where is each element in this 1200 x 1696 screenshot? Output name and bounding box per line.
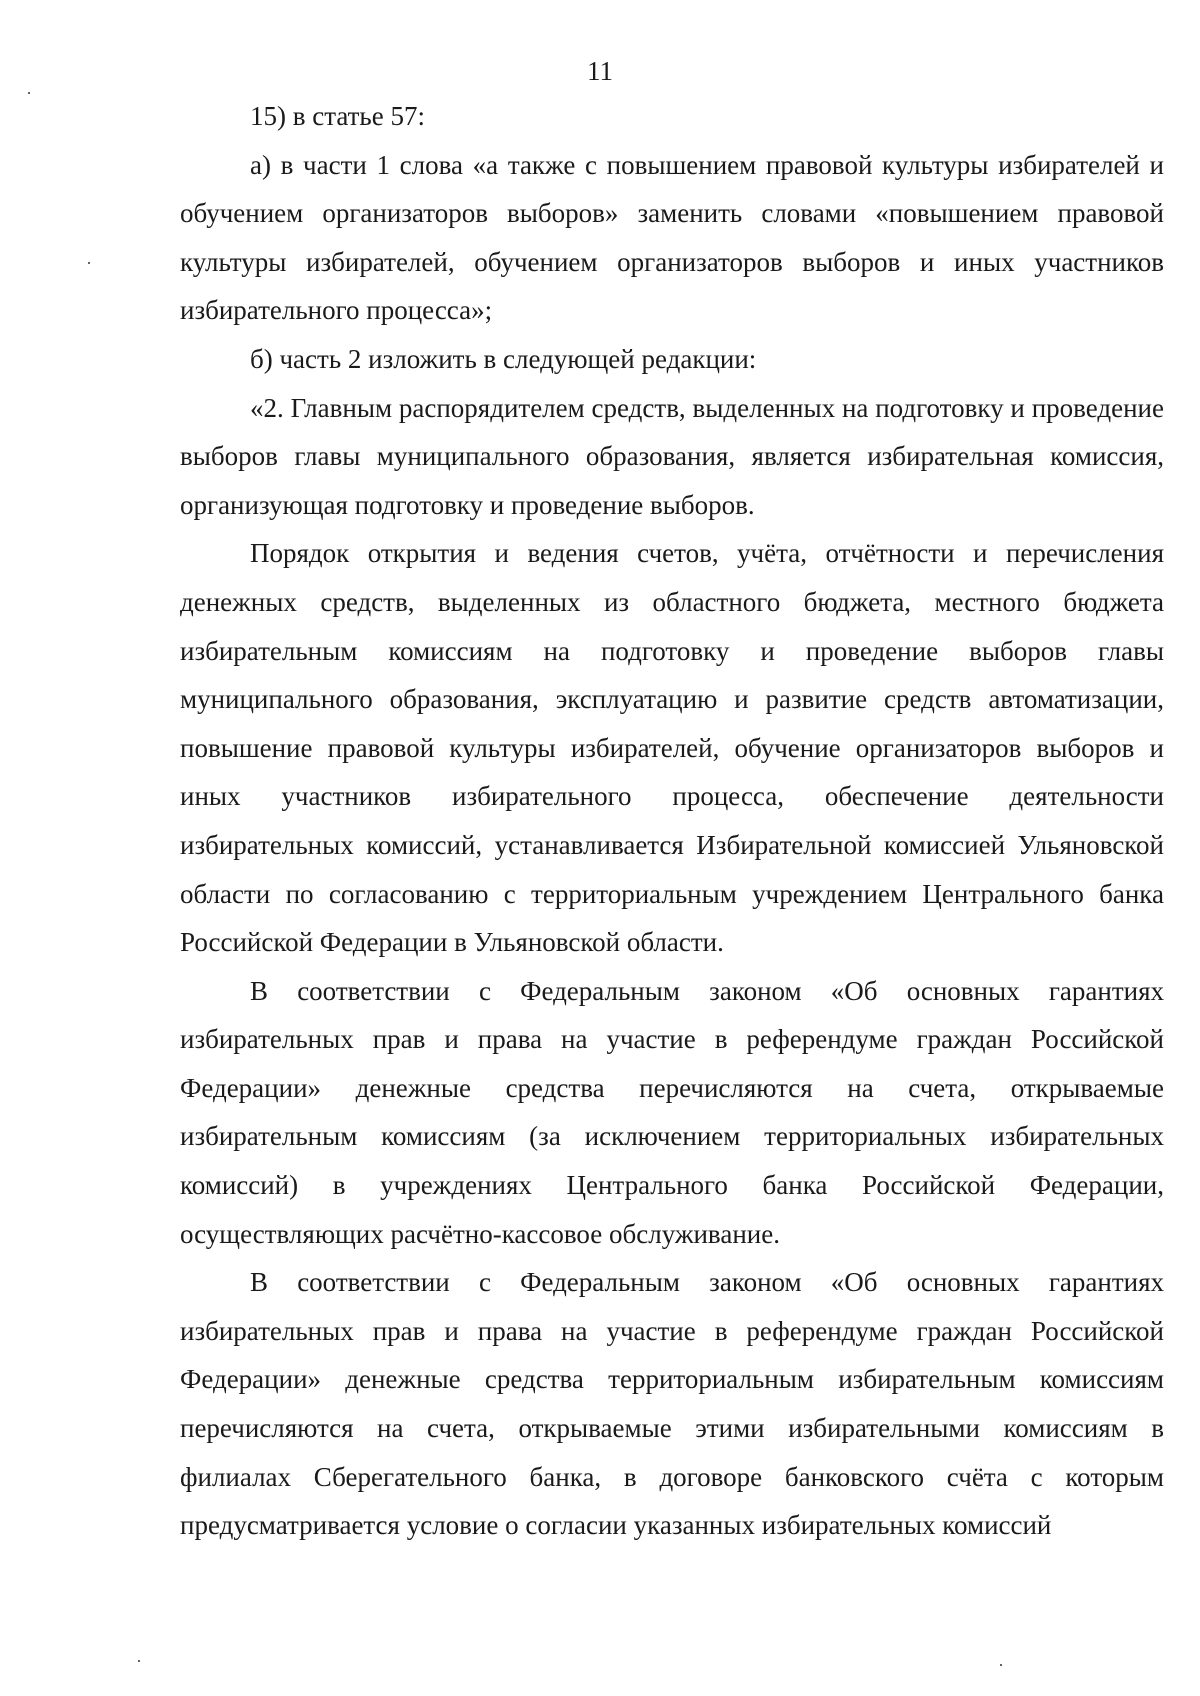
paragraph-central-bank-accounts: В соответствии с Федеральным законом «Об основных гарантиях избирательных прав и права на участие в референдуме граждан Российской Федерации» денежные средства перечисляются на счета, открываемые избирательным комиссиям (за исключением территориальных избирательных комиссий) в учреждениях Центрального банка Российской Федерации, осуществляющих расчётно-кассовое обслуживание. bbox=[180, 975, 1164, 1249]
paragraph-subitem-b: б) часть 2 изложить в следующей редакции: bbox=[250, 343, 757, 374]
paragraph-item-15: 15) в статье 57: bbox=[250, 101, 425, 131]
paragraph-subitem-a: а) в части 1 слова «а также с повышением правовой культуры избирателей и обучением организаторов выборов» заменить словами «повышением правовой культуры избирателей, обучением организаторов выборов и иных участников избирательного процесса»; bbox=[180, 149, 1164, 326]
scan-speck bbox=[138, 1660, 140, 1662]
scan-speck bbox=[88, 262, 90, 264]
page-number: 11 bbox=[587, 56, 613, 86]
paragraph-quoted-part-2: «2. Главным распорядителем средств, выделенных на подготовку и проведение выборов главы муниципального образования, является избирательная комиссия, организующая подготовку и проведение выборов. bbox=[180, 392, 1164, 520]
paragraph-sberbank-accounts: В соответствии с Федеральным законом «Об основных гарантиях избирательных прав и права на участие в референдуме граждан Российской Федерации» денежные средства территориальным избирательным комиссиям перечисляются на счета, открываемые этими избирательными комиссиям в филиалах Сберегательного банка, в договоре банковского счёта с которым предусматривается условие о согласии указанных избирательных комиссий bbox=[180, 1267, 1164, 1541]
paragraph-accounts-procedure: Порядок открытия и ведения счетов, учёта, отчётности и перечисления денежных средств, выделенных из областного бюджета, местного бюджета избирательным комиссиям на подготовку и проведение выборов главы муниципального образования, эксплуатацию и развитие средств автоматизации, повышение правовой культуры избирателей, обучение организаторов выборов и иных участников избирательного процесса, обеспечение деятельности избирательных комиссий, устанавливается Избирательной комиссией Ульяновской области по согласованию с территориальным учреждением Центрального банка Российской Федерации в Ульяновской области. bbox=[180, 538, 1164, 958]
scan-speck bbox=[1000, 1664, 1002, 1666]
scan-speck bbox=[28, 92, 30, 94]
document-body bbox=[180, 92, 1164, 1550]
